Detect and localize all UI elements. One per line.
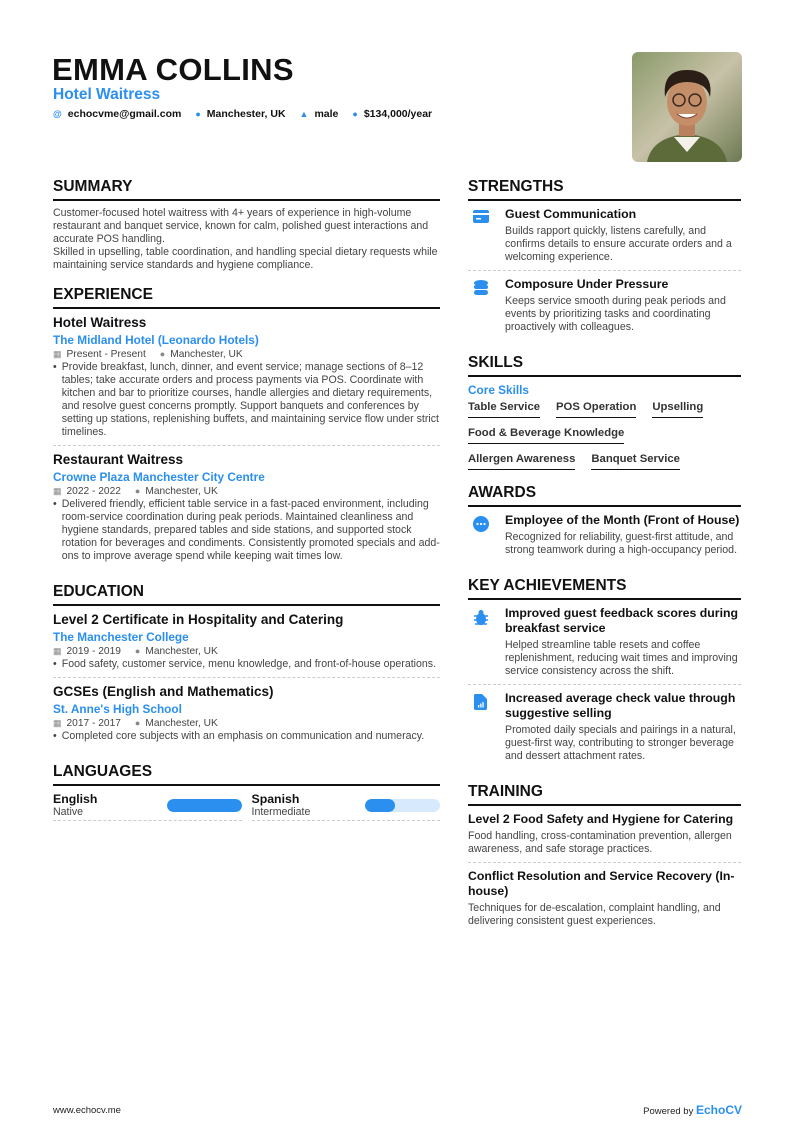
job-meta <box>53 349 440 360</box>
strength-item <box>468 207 741 271</box>
candidate-role: Hotel Waitress <box>53 86 161 103</box>
education-meta <box>53 718 440 729</box>
skills-subtitle: Core Skills <box>468 383 529 397</box>
education-description: • Food safety, customer service, menu knowledge, and front-of-house operations. <box>53 658 437 670</box>
achievement-desc: Promoted daily specials and pairings in a natural, guest-first way, contributing to stronger beverage and dessert attachment rates. <box>505 724 736 762</box>
languages-section <box>53 763 440 821</box>
language-proficiency-fill <box>167 799 242 812</box>
language-name: Spanish <box>251 792 300 806</box>
location-text: Manchester, UK <box>206 108 286 120</box>
education-dates: 2019 - 2019 <box>66 646 121 657</box>
education-description-text: Completed core subjects with an emphasis on communication and numeracy. <box>61 730 425 742</box>
education-section <box>53 583 440 749</box>
achievement-title: Improved guest feedback scores during breakfast service <box>505 606 739 635</box>
job-description: • Provide breakfast, lunch, dinner, and event service; manage sections of 8–12 tables; take accurate orders and process payments via POS. Coordinate with kitchen and bar to prioritize courses, handle allergies and dietary requirements, and resolve guest concerns promptly. Support banquets and conferences by setting up stations, replenishing buffets, and maintaining service flow under strict timelines. <box>53 361 439 438</box>
achievements-section <box>468 577 741 769</box>
section-title: TRAINING <box>468 783 741 806</box>
training-section <box>468 783 741 934</box>
language-item <box>53 792 242 821</box>
job-title: Hotel Waitress <box>53 315 147 330</box>
location-pin-icon: ● <box>134 646 141 656</box>
experience-entry <box>53 452 440 569</box>
education-description-text: Food safety, customer service, menu knowledge, and front-of-house operations. <box>61 658 437 670</box>
strength-item <box>468 277 741 340</box>
footer-website[interactable]: www.echocv.me <box>53 1105 121 1116</box>
achievement-item <box>468 691 741 769</box>
powered-by-text: Powered by <box>643 1106 694 1117</box>
language-item <box>252 792 441 821</box>
experience-section <box>53 286 440 569</box>
location-pin-icon: ● <box>134 718 141 728</box>
degree: Level 2 Certificate in Hospitality and Catering <box>53 612 344 627</box>
summary-text: Customer-focused hotel waitress with 4+ years of experience in high-volume restaurant and banquet service, known for calm, polished guest interactions and accurate POS handling. <box>53 207 429 245</box>
file-chart-icon <box>468 691 493 763</box>
brand-logo-text: EchoCV <box>695 1103 742 1117</box>
education-entry <box>53 684 440 749</box>
contact-location <box>195 108 285 120</box>
at-icon: @ <box>53 109 62 119</box>
salary-text: $134,000/year <box>363 108 433 120</box>
section-title: LANGUAGES <box>53 763 440 786</box>
skill-tag: Banquet Service <box>591 453 680 470</box>
footer-powered-by[interactable] <box>643 1103 742 1117</box>
achievement-title: Increased average check value through suggestive selling <box>505 691 736 720</box>
section-title: KEY ACHIEVEMENTS <box>468 577 741 600</box>
job-location: Manchester, UK <box>170 349 243 360</box>
summary-section <box>53 178 440 272</box>
section-title: SUMMARY <box>53 178 440 201</box>
summary-text: Skilled in upselling, table coordination, and handling special dietary requests while maintaining service standards and hygiene compliance. <box>53 246 438 271</box>
education-description: • Completed core subjects with an emphasis on communication and numeracy. <box>53 730 425 742</box>
degree: GCSEs (English and Mathematics) <box>53 684 274 699</box>
training-item <box>468 812 741 863</box>
award-item <box>468 513 741 563</box>
location-pin-icon: ● <box>195 109 201 119</box>
language-proficiency-bar <box>365 799 440 812</box>
skill-tag: Upselling <box>652 401 703 418</box>
section-title: EDUCATION <box>53 583 440 606</box>
award-title: Employee of the Month (Front of House) <box>505 513 740 527</box>
job-location: Manchester, UK <box>145 486 218 497</box>
award-desc: Recognized for reliability, guest-first attitude, and strong teamwork during a high-occupancy period. <box>505 531 738 556</box>
training-desc: Techniques for de-escalation, complaint handling, and delivering consistent guest experiences. <box>468 902 721 927</box>
job-description-text: Provide breakfast, lunch, dinner, and event service; manage sections of 8–12 tables; take accurate orders and process payments via POS. Coordinate with kitchen and bar to prioritize courses, handle allergies and dietary requirements, and resolve guest concerns promptly. Support banquets and conferences by setting up stations, replenishing buffets, and maintaining service flow under strict timelines. <box>61 361 439 438</box>
person-icon: ▲ <box>299 109 309 119</box>
dollar-icon: ● <box>352 109 358 119</box>
language-proficiency-bar <box>167 799 242 812</box>
job-dates: 2022 - 2022 <box>66 486 121 497</box>
education-location: Manchester, UK <box>145 718 218 729</box>
language-name: English <box>53 792 98 806</box>
calendar-icon: ▦ <box>53 349 62 359</box>
education-entry <box>53 612 440 678</box>
contact-salary <box>352 108 432 120</box>
gender-text: male <box>314 108 339 120</box>
training-item <box>468 869 741 934</box>
location-pin-icon: ● <box>159 349 166 359</box>
left-column <box>53 178 440 835</box>
company-name: Crowne Plaza Manchester City Centre <box>53 470 265 484</box>
achievement-item <box>468 606 741 685</box>
contact-info <box>53 108 432 120</box>
language-level: Native <box>53 806 84 818</box>
training-desc: Food handling, cross-contamination prevention, allergen awareness, and safe storage practices. <box>468 830 732 855</box>
job-meta <box>53 486 440 497</box>
skills-section <box>468 354 741 470</box>
skill-tag: Food & Beverage Knowledge <box>468 427 624 444</box>
calendar-icon: ▦ <box>53 718 62 728</box>
bug-icon <box>468 606 493 678</box>
calendar-icon: ▦ <box>53 646 62 656</box>
job-dates: Present - Present <box>66 349 146 360</box>
language-proficiency-fill <box>365 799 395 812</box>
strength-desc: Keeps service smooth during peak periods and events by prioritizing tasks and coordinating proactively with colleagues. <box>505 295 726 333</box>
email-text: echocvme@gmail.com <box>67 108 182 120</box>
company-name: The Midland Hotel (Leonardo Hotels) <box>53 333 259 347</box>
section-title: STRENGTHS <box>468 178 741 201</box>
section-title: AWARDS <box>468 484 741 507</box>
skill-tag: Allergen Awareness <box>468 453 575 470</box>
strength-title: Guest Communication <box>505 207 637 221</box>
education-meta <box>53 646 440 657</box>
achievement-desc: Helped streamline table resets and coffee replenishment, reducing wait times and improving service consistency across the shift. <box>505 639 738 677</box>
skill-tag: POS Operation <box>556 401 636 418</box>
contact-email[interactable] <box>53 108 181 120</box>
job-title: Restaurant Waitress <box>53 452 184 467</box>
skill-tag: Table Service <box>468 401 540 418</box>
profile-photo <box>632 52 742 162</box>
candidate-name: EMMA COLLINS <box>52 52 294 87</box>
location-pin-icon: ● <box>134 486 141 496</box>
strength-title: Composure Under Pressure <box>505 277 669 291</box>
card-icon <box>468 207 493 264</box>
job-description-text: Delivered friendly, efficient table service in a fast-paced environment, including room-service coordination during peak periods. Maintained cleanliness and hygiene standards, prepared tables and side stations, and supported stock rotation for beverages and condiments. Consistently promoted specials and add-ons to improve average spend while keeping wait times low. <box>61 498 440 562</box>
strengths-section <box>468 178 741 340</box>
training-title: Level 2 Food Safety and Hygiene for Catering <box>468 812 734 826</box>
more-dots-icon <box>468 513 493 557</box>
right-column <box>468 178 741 948</box>
strength-desc: Builds rapport quickly, listens carefully, and confirms details to ensure accurate orders and a welcoming experience. <box>505 225 732 263</box>
awards-section <box>468 484 741 563</box>
contact-gender <box>300 108 339 120</box>
school-name: St. Anne's High School <box>53 702 182 716</box>
training-title: Conflict Resolution and Service Recovery (In-house) <box>468 869 735 898</box>
language-level: Intermediate <box>251 806 311 818</box>
job-description: • Delivered friendly, efficient table service in a fast-paced environment, including room-service coordination during peak periods. Maintained cleanliness and hygiene standards, prepared tables and side stations, and supported stock rotation for beverages and condiments. Consistently promoted specials and add-ons to improve average spend while keeping wait times low. <box>53 498 440 562</box>
school-name: The Manchester College <box>53 630 189 644</box>
calendar-icon: ▦ <box>53 486 62 496</box>
experience-entry <box>53 315 440 446</box>
section-title: SKILLS <box>468 354 741 377</box>
education-dates: 2017 - 2017 <box>66 718 121 729</box>
section-title: EXPERIENCE <box>53 286 440 309</box>
database-icon <box>468 277 493 334</box>
education-location: Manchester, UK <box>145 646 218 657</box>
